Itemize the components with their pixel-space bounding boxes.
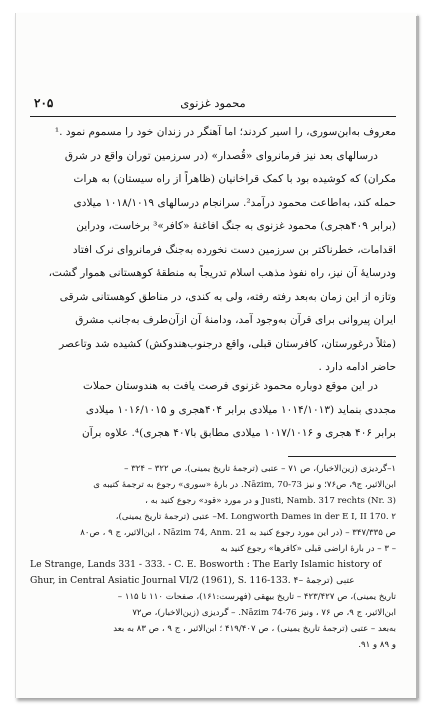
footnote-rule	[288, 456, 396, 457]
body-paragraph-2	[30, 375, 396, 446]
footnote-line: Justi, Namb. 317 rechts (Nr. 3) و در مورد «قود» رجوع کنید به ،	[145, 496, 396, 506]
footnote-line: ابن‌الاثیر، ج ۹، ص ۷۶ ، ونیز Nāzim 74-76. – گردیزی (زین‌الاخبار)، ص۷۲	[132, 608, 396, 618]
footnotes	[30, 461, 396, 653]
text-line: درسالهای بعد نیز فرمانروای «قُصدار» (در سرزمین توران واقع در شرق	[64, 149, 378, 162]
text-line: معروف به‌ابن‌سوری، را اسیر کردند؛ اما آهنگر در زندان خود را مسموم نمود .¹	[54, 126, 396, 138]
text-line: (برابر ۴۰۹هجری) محمود غزنوی به جنگ افاغنهٔ «کافر»³ برخاست، ودراین	[76, 220, 396, 232]
page-number: ۲۰۵	[34, 96, 54, 110]
text-line: ایران پیروانی برای قرآن به‌وجود آمد، ودامنهٔ آن ازآن‌طرف به‌جانب مشرق	[75, 314, 396, 326]
footnote-line: – ۳ – در بارهٔ اراضی قبلی «کافرها» رجوع کنید به	[220, 544, 396, 554]
text-line: (مثلاً درغورستان، کافرستان قبلی، واقع درجنوب‌هندوکش) کشیده شد وتاعصر	[59, 337, 396, 350]
text-line: مکران) که کوشیده بود با کمک قراخانیان (ظاهراً از راه سیستان) به هرات	[73, 173, 396, 185]
footnote-line: ۱–گردیزی (زین‌الاخبار)، ص ۷۱ – عتبی (ترجمهٔ تاریخ یمینی)، ص ۳۲۲ – ۳۲۴ –	[124, 464, 396, 474]
text-line: در این موقع دوباره محمود غزنوی فرصت یافت به هندوستان حملات	[82, 380, 378, 392]
page-header	[30, 96, 396, 114]
body-paragraph-1	[30, 121, 396, 380]
footnote-line: Le Strange, Lands 331 - 333. - C. E. Bosworth : The Early Islamic history of	[30, 559, 382, 570]
text-line: برابر ۴۰۶ هجری و ۱۰۱۷/۱۰۱۶ میلادی مطابق با۴۰۷ هجری)⁴. علاوه برآن	[81, 427, 396, 439]
text-line: مجددی بنماید (۱۰۱۴/۱۰۱۳ میلادی برابر ۴۰۴هجری و ۱۰۱۶/۱۰۱۵ میلادی	[85, 403, 396, 416]
footnote-line: ص ۳۴۷/۳۳۵ – (در این مورد رجوع کنید به Nāzim 74, Anm. 21 ، ابن‌الاثیر، ج ۹ ، ص۸۰	[80, 528, 396, 538]
footnote-line: Ghur, in Central Asiatic Journal VI/2 (1961), S. 116-133. ۴– عتبی (ترجمهٔ	[30, 575, 355, 586]
text-line: حاضر ادامه دارد .	[318, 361, 396, 373]
header-rule	[30, 116, 396, 117]
text-line: وتازه از این زمان به‌بعد رفته رفته، ولی به کندی، در مناطق کوهستانی شرقی	[59, 290, 396, 303]
footnote-line: به‌بعد – عتبی (ترجمهٔ تاریخ یمینی) ، ص ۴۱۹/۴۰۷ ؛ ابن‌الاثیر ، ج ۹ ، ص ۸۳ به بعد	[113, 624, 396, 634]
footnote-line: M. Longworth Dames in der E I, II 170. ۲– عتبی (ترجمهٔ تاریخ یمینی)،	[115, 512, 396, 522]
running-title: محمود غزنوی	[180, 96, 246, 110]
footnote-line: تاریخ یمینی)، ص ۴۲۳/۴۲۷ – تاریخ بیهقی (فهرست:۱۶۱)، صفحات ۱۱۰ تا ۱۱۵ –	[117, 592, 396, 602]
text-line: حمله کند، به‌اطاعت محمود درآمد². سرانجام درسالهای ۱۰۱۸/۱۰۱۹ میلادی	[73, 196, 396, 209]
footnote-line: و ۸۹ و ۹۱.	[358, 640, 396, 650]
page-edge-shadow	[416, 16, 419, 698]
text-line: اقدامات، خطرناکتر بن سرزمین دست نخورده به‌جنگ فرمانروای نرک افتاد	[72, 243, 396, 256]
text-line: ودرسایهٔ آن نیز، راه نفوذ مذهب اسلام تدریجاً به منطقهٔ کوهستانی هموار گشت،	[48, 267, 396, 279]
footnote-line: ابن‌الاثیر، ج۹، ص۷۶؛ و نیز Nāzim, 70-73. در بارهٔ «سوری» رجوع به ترجمهٔ کتیبه ی	[93, 480, 396, 490]
